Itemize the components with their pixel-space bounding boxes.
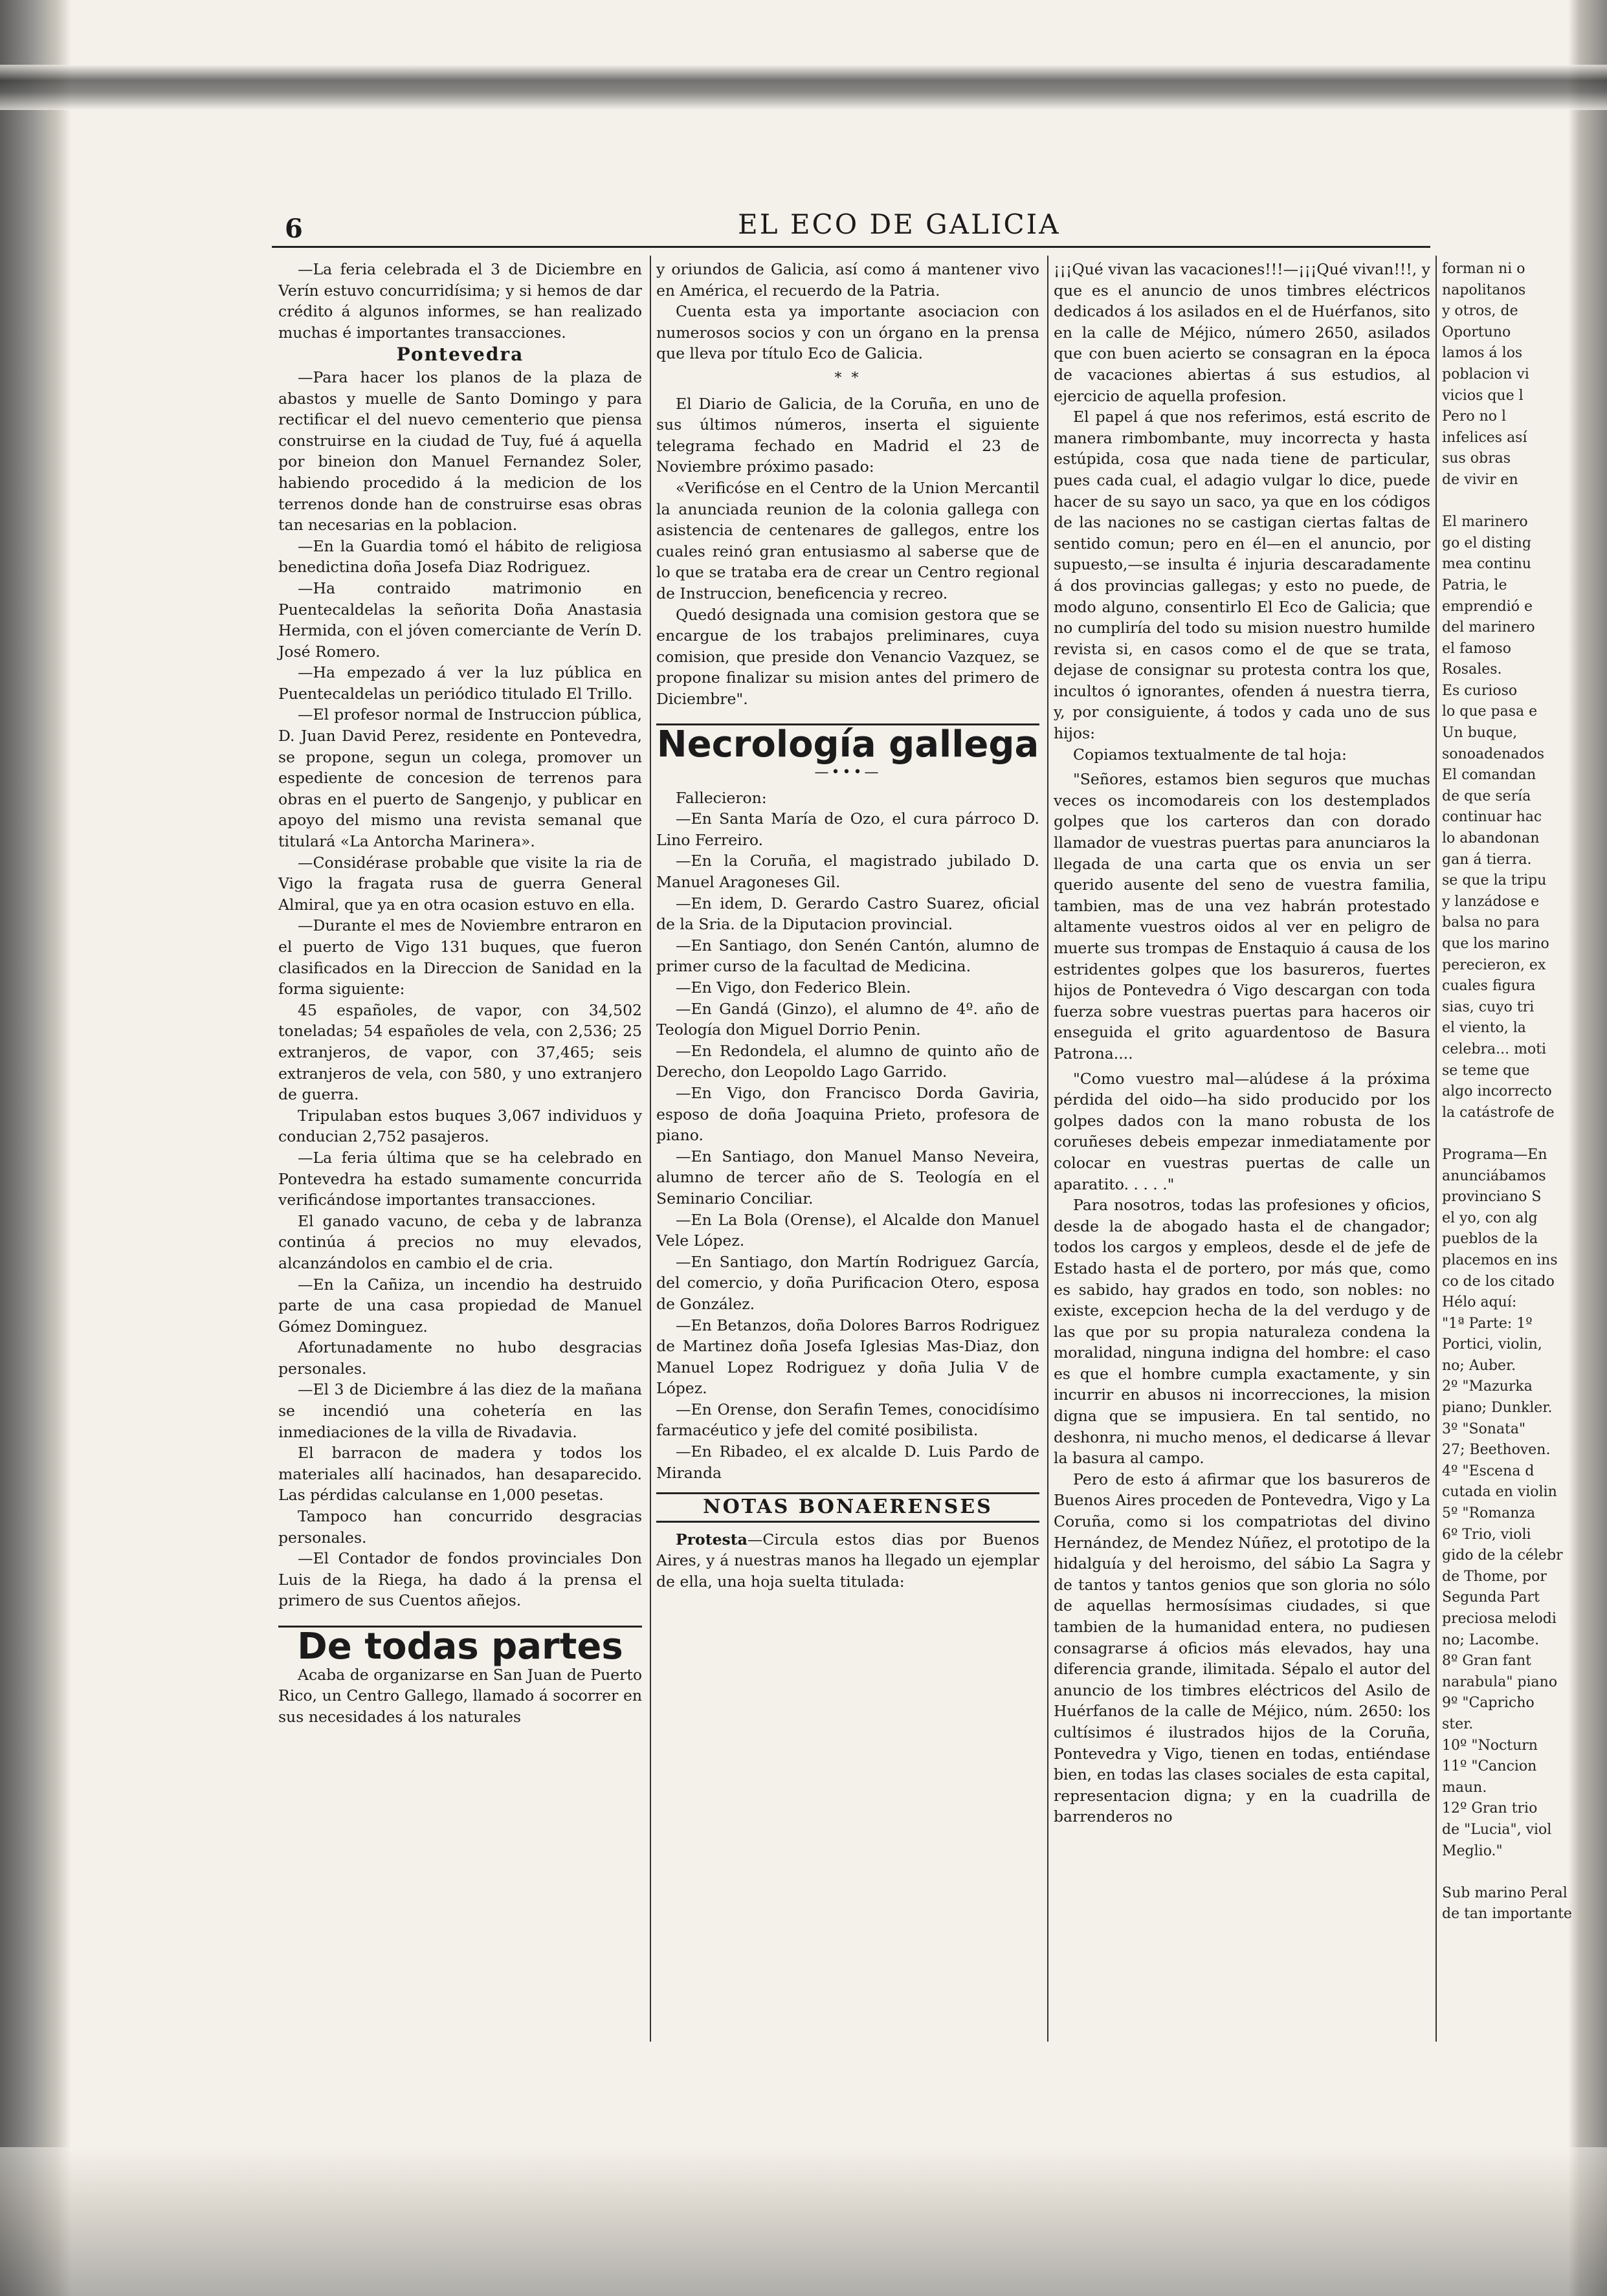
fragment-line: Portici, violin, <box>1442 1336 1542 1353</box>
necrology-item: —En Santa María de Ozo, el cura párroco D. Lino Ferreiro. <box>656 810 1039 849</box>
necrology-item: —En Orense, don Serafin Temes, conocidísimo farmacéutico y jefe del comité posibilista. <box>656 1400 1039 1440</box>
fragment-line: lamos á los <box>1442 345 1523 362</box>
news-item: —El Contador de fondos provinciales Don Luis de la Riega, ha dado á la prensa el primero de sus Cuentos añejos. <box>278 1549 642 1610</box>
fragment-line: 6º Trio, violi <box>1442 1526 1531 1543</box>
news-item: Cuenta esta ya importante asociacion con numerosos socios y con un órgano en la prensa que lleva por título Eco de Galicia. <box>656 302 1039 363</box>
news-item: Tampoco han concurrido desgracias personales. <box>278 1507 642 1547</box>
news-item: Pero de esto á afirmar que los basureros de Buenos Aires proceden de Pontevedra, Vigo y La Coruña, como si los compatriotas del divino Hernández, de Mendez Núñez, el prototipo de la hidalguía y del heroismo, del sábio La Sagra y de tantos y tantos genios que son gloria no sólo de aquellas hermosísimas ciudades, si que tambien de la humanidad entera, no pudiesen consagrarse á oficios más elevados, hay una diferencia grande, ilimitada. Sépalo el autor del anuncio de los timbres eléctricos del Asilo de Huérfanos de la calle de Méjico, núm. 2650: los cultísimos é ilustrados hijos de la Coruña, Pontevedra y Vigo, tienen en todas, entiéndase bien, en todas las clases sociales de esta capital, representacion digna; y en la cuadrilla de barrenderos no <box>1054 1470 1430 1826</box>
fragment-line: sonoadenados <box>1442 745 1545 762</box>
news-item: Acaba de organizarse en San Juan de Puerto Rico, un Centro Gallego, llamado á socorrer en sus necesidades á los naturales <box>278 1665 642 1726</box>
fragment-line: maun. <box>1442 1779 1487 1796</box>
fragment-line: el viento, la <box>1442 1020 1526 1037</box>
necrology-item: —En Redondela, el alumno de quinto año de Derecho, don Leopoldo Lago Garrido. <box>656 1041 1039 1081</box>
fragment-line: 5º "Romanza <box>1442 1505 1536 1522</box>
fragment-line <box>1442 1862 1607 1883</box>
scan-shadow-left <box>0 0 71 2296</box>
necrology-item: —En Santiago, don Manuel Manso Neveira, alumno de tercer año de S. Teología en el Seminario Conciliar. <box>656 1147 1039 1208</box>
fragment-line: 8º Gran fant <box>1442 1653 1531 1670</box>
fragment-line: 9º "Capricho <box>1442 1695 1535 1712</box>
news-item: Afortunadamente no hubo desgracias personales. <box>278 1338 642 1378</box>
necrology-item: —En Santiago, don Senén Cantón, alumno de primer curso de la facultad de Medicina. <box>656 936 1039 976</box>
fragment-line: la catástrofe de <box>1442 1104 1555 1121</box>
fragment-line: provinciano S <box>1442 1189 1542 1206</box>
fragment-line: algo incorrecto <box>1442 1083 1552 1100</box>
fragment-line: narabula" piano <box>1442 1673 1558 1690</box>
fragment-line: Programa—En <box>1442 1146 1547 1163</box>
masthead: EL ECO DE GALICIA <box>738 208 1061 240</box>
column-4-fragment <box>1442 259 1607 1925</box>
necrology-item: —En Santiago, don Martín Rodriguez García, del comercio, y doña Purificacion Otero, esposa de González. <box>656 1252 1039 1313</box>
fragment-line: 11º "Cancion <box>1442 1758 1537 1775</box>
news-item: El papel á que nos referimos, está escrito de manera rimbombante, muy incorrecta y hasta estúpida, cosa que nada tiene de particular, pues cada cual, el adagio vulgar lo dice, puede hacer de su sayo un saco, ya que en los códigos de las naciones no se castigan ciertas faltas de sentido comun; pero en él—en el anuncio, por supuesto,—se insulta é injuria descaradamente á dos provincias gallegas; y esto no puede, de modo alguno, consentirlo El Eco de Galicia; que no cumpliría del todo su mision nuestro humilde revista si, en casos como el de que se trata, dejase de consignar su protesta contra los que, incultos ó ignorantes, ofenden á nuestra tierra, y, por consiguiente, á todos y cada uno de sus hijos: <box>1054 408 1430 743</box>
fragment-line: sias, cuyo tri <box>1442 999 1535 1015</box>
fragment-line: continuar hac <box>1442 809 1542 826</box>
news-item: «Verificóse en el Centro de la Union Mercantil la anunciada reunion de la colonia gallega con asistencia de centenares de gallegos, entre los cuales reinó gran entusiasmo al saberse que de lo que se trataba era de crear un Centro regional de Instruccion, beneficencia y recreo. <box>656 478 1039 602</box>
fragment-line: el yo, con alg <box>1442 1209 1538 1226</box>
news-item <box>656 1529 1039 1593</box>
news-item: El ganado vacuno, de ceba y de labranza continúa á precios no muy elevados, alcanzándolos en cambio el de cria. <box>278 1211 642 1272</box>
protesta-text: —Circula estos dias por Buenos Aires, y á nuestras manos ha llegado un ejemplar de ella, una hoja suelta titulada: <box>656 1530 1039 1591</box>
fragment-line: de Thome, por <box>1442 1568 1547 1585</box>
fragment-line: balsa no para <box>1442 914 1540 931</box>
fragment-line: 3º "Sonata" <box>1442 1420 1526 1437</box>
necrology-item: —En Vigo, don Federico Blein. <box>676 978 911 997</box>
column-rule-2 <box>1047 256 1048 2042</box>
fragment-line: placemos en ins <box>1442 1252 1558 1268</box>
intro-paragraph: —La feria celebrada el 3 de Diciembre en Verín estuvo concurridísima; y si hemos de dar crédito á algunos informes, se han realizado muchas é importantes transacciones. <box>278 260 642 342</box>
fragment-line: infelices así <box>1442 429 1527 446</box>
protesta-label: Protesta <box>676 1530 748 1549</box>
fragment-line: Rosales. <box>1442 661 1502 678</box>
heading-de-todas-partes: De todas partes <box>297 1626 623 1668</box>
fragment-line: Meglio." <box>1442 1842 1503 1859</box>
fragment-line: preciosa melodi <box>1442 1611 1557 1627</box>
section-title-pontevedra: Pontevedra <box>396 344 524 366</box>
news-item: —Durante el mes de Noviembre entraron en el puerto de Vigo 131 buques, que fueron clasificados en la Direccion de Sanidad en la forma siguiente: <box>278 916 642 999</box>
fragment-line: 10º "Nocturn <box>1442 1737 1538 1754</box>
fragment-line: no; Lacombe. <box>1442 1631 1540 1648</box>
fragment-line: mea continu <box>1442 556 1531 573</box>
fragment-line: de que sería <box>1442 788 1531 804</box>
fragment-line: 12º Gran trio <box>1442 1800 1538 1817</box>
fragment-line: y lanzádose e <box>1442 893 1540 910</box>
fragment-line: emprendió e <box>1442 598 1533 615</box>
fragment-line: el famoso <box>1442 640 1511 657</box>
news-item: —El profesor normal de Instruccion pública, D. Juan David Perez, residente en Pontevedra, se propone, segun un colega, promover un espediente de concesion de terrenos para obras en el puerto de Sangenjo, y publicar en apoyo del mismo una revista semanal que titulará «La Antorcha Marinera». <box>278 705 642 851</box>
fragment-line <box>1442 1123 1607 1145</box>
heading-necrologia: Necrología gallega <box>656 723 1039 766</box>
necrology-item: —En Ribadeo, el ex alcalde D. Luis Pardo de Miranda <box>656 1442 1039 1482</box>
news-item: 45 españoles, de vapor, con 34,502 toneladas; 54 españoles de vela, con 2,536; 25 extranjeros, de vapor, con 37,465; seis extranjeros de vela, con 580, y uno extranjero de guerra. <box>278 1000 642 1104</box>
fragment-line: Pero no l <box>1442 408 1507 425</box>
fragment-line: Hélo aquí: <box>1442 1294 1517 1311</box>
fragment-line: gan á tierra. <box>1442 851 1532 868</box>
fragment-line: co de los citado <box>1442 1273 1555 1290</box>
fragment-line: gido de la célebr <box>1442 1547 1563 1564</box>
news-item: —Ha contraido matrimonio en Puentecaldelas la señorita Doña Anastasia Hermida, con el jóven comerciante de Verín D. José Romero. <box>278 579 642 661</box>
fragment-line: Sub marino Peral <box>1442 1884 1568 1901</box>
fragment-line: Un buque, <box>1442 725 1518 742</box>
fragment-line: lo abandonan <box>1442 830 1540 847</box>
header-rule <box>272 246 1430 248</box>
column-1 <box>278 259 642 1727</box>
fragment-line: El marinero <box>1442 514 1528 531</box>
ornament-divider: —•••— <box>814 764 881 781</box>
necrology-item: —En Gandá (Ginzo), el alumno de 4º. año de Teología don Miguel Dorrio Penin. <box>656 999 1039 1039</box>
news-item: ¡¡¡Qué vivan las vacaciones!!!—¡¡¡Qué vivan!!!, y que es el anuncio de unos timbres eléctricos dedicados á los asilados en el de Huérfanos, sito en la calle de Méjico, número 2650, asilados que con buen acierto se consagran en la época de vacaciones abiertas á sus estudios, al ejercicio de aquella profesion. <box>1054 260 1430 405</box>
fragment-line: 2º "Mazurka <box>1442 1378 1533 1395</box>
fragment-line: 4º "Escena d <box>1442 1463 1535 1479</box>
fragment-line: "1ª Parte: 1º <box>1442 1315 1533 1332</box>
fragment-line <box>1442 491 1607 513</box>
fragment-line: go el disting <box>1442 535 1531 551</box>
heading-notas-bonaerenses: NOTAS BONAERENSES <box>656 1492 1039 1523</box>
fragment-line: vicios que l <box>1442 387 1524 404</box>
news-item: —Ha empezado á ver la luz pública en Puentecaldelas un periódico titulado El Trillo. <box>278 663 642 703</box>
fragment-line: Segunda Part <box>1442 1589 1540 1606</box>
fragment-line: cuales figura <box>1442 978 1536 995</box>
necrology-item: —En Vigo, don Francisco Dorda Gaviria, esposo de doña Joaquina Prieto, profesora de piano. <box>656 1083 1039 1145</box>
fragment-line: de tan importante <box>1442 1906 1572 1923</box>
fragment-line: que los marino <box>1442 936 1549 952</box>
necrology-item: —En Betanzos, doña Dolores Barros Rodriguez de Martinez doña Josefa Iglesias Mas-Diaz, don Manuel Lopez Rodriguez y doña Julia V de López. <box>656 1316 1039 1398</box>
fragment-line: se que la tripu <box>1442 872 1547 889</box>
fragment-line: de vivir en <box>1442 471 1518 488</box>
fragment-line: Oportuno <box>1442 324 1511 340</box>
scan-shadow-bottom <box>0 2147 1607 2296</box>
fragment-line: El comandan <box>1442 767 1536 784</box>
news-item: Quedó designada una comision gestora que se encargue de los trabajos preliminares, cuya comision, que preside don Venancio Vazquez, se propone finalizar su mision antes del primero de Diciembre". <box>656 605 1039 708</box>
news-item: y oriundos de Galicia, así como á mantener vivo en América, el recuerdo de la Patria. <box>656 260 1039 300</box>
fragment-line: napolitanos <box>1442 281 1526 298</box>
necrology-item: —En la Coruña, el magistrado jubilado D. Manuel Aragoneses Gil. <box>656 852 1039 892</box>
fragment-line: poblacion vi <box>1442 366 1529 382</box>
news-item: —Considérase probable que visite la ria de Vigo la fragata rusa de guerra General Almiral, que ya en otra ocasion estuvo en ella. <box>278 853 642 914</box>
quoted-text: "Señores, estamos bien seguros que muchas veces os incomodareis con los destemplados golpes que los carteros dan con dorado llamador de vuestras puertas para anunciaros la llegada de una carta que os envia un ser querido ausente del seno de vuestra familia, tambien, mas de una vez habrán protestado altamente vuestros oidos al ver en peligro de muerte sus trompas de Enstaquio á causa de los estridentes golpes que los basureros, fuertes hijos de Pontevedra ó Vigo descargan con toda fuerza sobre vuestras puertas para haceros oir enseguida el grito aguardentoso de Basura Patrona.... <box>1054 770 1430 1063</box>
fragment-line: sus obras <box>1442 450 1511 467</box>
news-item: —Para hacer los planos de la plaza de abastos y muelle de Santo Domingo y para rectificar el del nuevo cementerio que piensa construirse en la ciudad de Tuy, fué á aquella por bineion don Manuel Fernandez Soler, habiendo procedido á la medicion de los terrenos donde han de construirse esas obras tan necesarias en la poblacion. <box>278 368 642 535</box>
scan-shadow-top <box>0 65 1607 110</box>
fragment-line: lo que pasa e <box>1442 703 1538 720</box>
news-item: El barracon de madera y todos los materiales allí hacinados, han desaparecido. Las pérdidas calculanse en 1,000 pesetas. <box>278 1444 642 1505</box>
fragment-line: 27; Beethoven. <box>1442 1442 1551 1459</box>
fragment-line: de "Lucia", viol <box>1442 1821 1552 1838</box>
fragment-line: pueblos de la <box>1442 1231 1538 1248</box>
news-item: Copiamos textualmente de tal hoja: <box>1073 745 1347 764</box>
necrology-item: —En idem, D. Gerardo Castro Suarez, oficial de la Sria. de la Diputacion provincial. <box>656 894 1039 934</box>
necrology-intro: Fallecieron: <box>676 788 767 807</box>
ornament: * * <box>834 370 861 386</box>
news-item: —En la Guardia tomó el hábito de religiosa benedictina doña Josefa Diaz Rodriguez. <box>278 536 642 577</box>
necrology-item: —En La Bola (Orense), el Alcalde don Manuel Vele López. <box>656 1210 1039 1250</box>
fragment-line: celebra... moti <box>1442 1041 1547 1057</box>
news-item: —El 3 de Diciembre á las diez de la mañana se incendió una cohetería en las inmediaciones de la villa de Rivadavia. <box>278 1380 642 1441</box>
fragment-line: y otros, de <box>1442 303 1518 320</box>
news-item: Tripulaban estos buques 3,067 individuos y conducian 2,752 pasajeros. <box>278 1106 642 1146</box>
fragment-line: piano; Dunkler. <box>1442 1400 1553 1417</box>
news-item: Para nosotros, todas las profesiones y oficios, desde la de abogado hasta el de changador; todos los cargos y empleos, desde el de jefe de Estado hasta el de portero, por más que, como es sabido, hay grados en todo, son nobles: no existe, excepcion hecha de la del verdugo y de las que por su propia naturaleza condena la moralidad, ninguna indigna del hombre: el caso es que el hombre cumpla exactamente, y sin incurrir en abusos ni incorrecciones, la mision digna que se impusiera. En tal sentido, no deshonra, ni mucho menos, el dedicarse á llevar la basura al campo. <box>1054 1196 1430 1468</box>
column-2 <box>656 259 1039 1593</box>
news-item: —En la Cañiza, un incendio ha destruido parte de una casa propiedad de Manuel Gómez Dominguez. <box>278 1275 642 1336</box>
fragment-line: del marinero <box>1442 619 1535 636</box>
column-rule-1 <box>650 256 651 2042</box>
fragment-line: ster. <box>1442 1716 1474 1732</box>
fragment-line: cutada en violin <box>1442 1484 1557 1501</box>
page-number: 6 <box>285 214 303 244</box>
fragment-line: Patria, le <box>1442 577 1507 593</box>
fragment-line: anunciábamos <box>1442 1167 1546 1184</box>
column-rule-3 <box>1435 256 1437 2042</box>
fragment-line: no; Auber. <box>1442 1357 1516 1374</box>
news-item: El Diario de Galicia, de la Coruña, en uno de sus últimos números, inserta el siguiente telegrama fechado en Madrid el 23 de Noviembre próximo pasado: <box>656 394 1039 476</box>
quoted-text: "Como vuestro mal—alúdese á la próxima pérdida del oido—ha sido producido por los golpes dados con la mano robusta de los coruñeses debeis empezar inmediatamente por colocar en vuestras puertas de calle un aparatito. . . . ." <box>1054 1069 1430 1193</box>
fragment-line: Es curioso <box>1442 682 1518 699</box>
column-3 <box>1054 259 1430 1827</box>
fragment-line: se teme que <box>1442 1062 1530 1079</box>
fragment-line: perecieron, ex <box>1442 956 1546 973</box>
fragment-line: forman ni o <box>1442 261 1525 277</box>
news-item: —La feria última que se ha celebrado en Pontevedra ha estado sumamente concurrida verificándose importantes transacciones. <box>278 1148 642 1209</box>
